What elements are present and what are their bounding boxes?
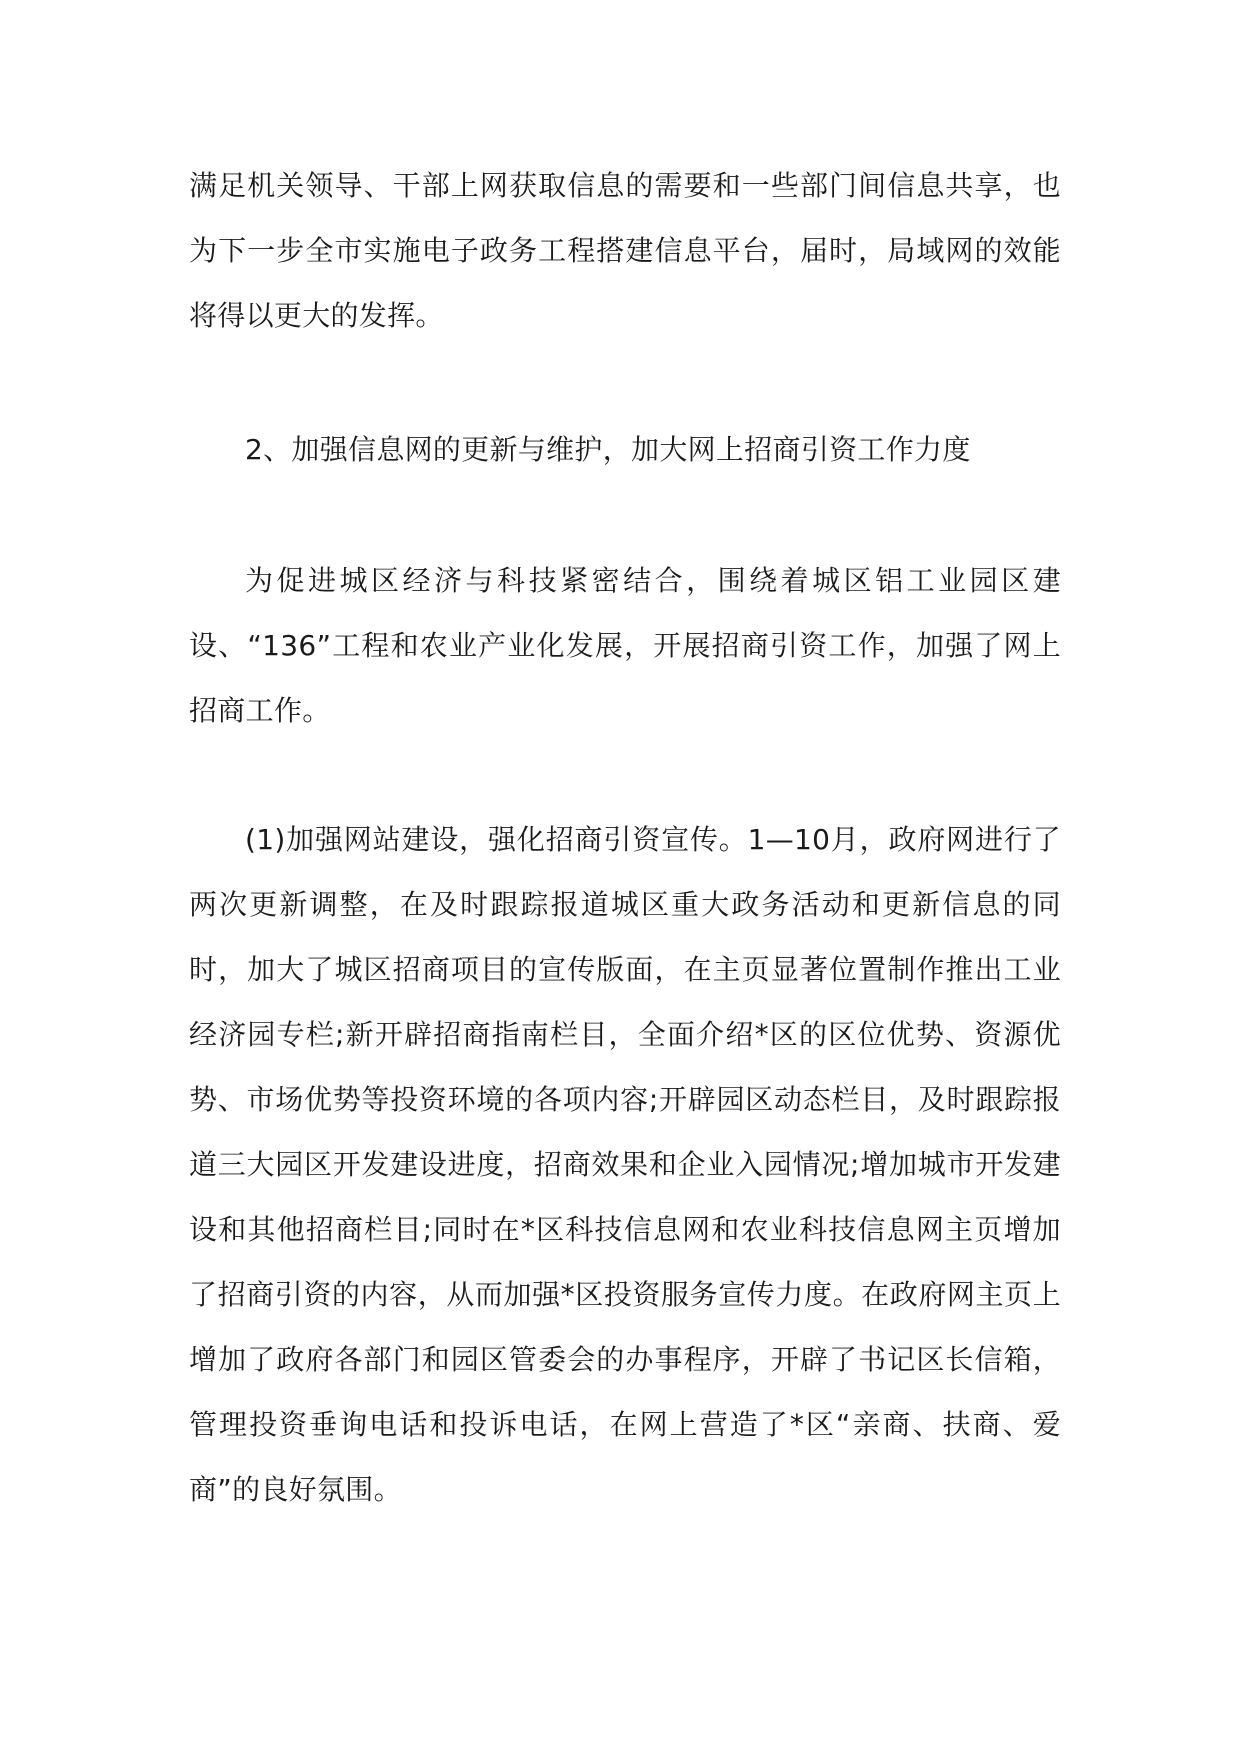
section-heading: 2、加强信息网的更新与维护，加大网上招商引资工作力度: [245, 433, 971, 466]
paragraph-intro: 为促进城区经济与科技紧密结合，围绕着城区铝工业园区建设、“136”工程和农业产业化发展，开展招商引资工作，加强了网上招商工作。: [189, 564, 1061, 727]
paragraph-website-construction: (1)加强网站建设，强化招商引资宣传。1—10月，政府网进行了两次更新调整，在及时跟踪报道城区重大政务活动和更新信息的同时，加大了城区招商项目的宣传版面，在主页显著位置制作推出工业经济园专栏;新开辟招商指南栏目，全面介绍*区的区位优势、资源优势、市场优势等投资环境的各项内容;开辟园区动态栏目，及时跟踪报道三大园区开发建设进度，招商效果和企业入园情况;增加城市开发建设和其他招商栏目;同时在*区科技信息网和农业科技信息网主页增加了招商引资的内容，从而加强*区投资服务宣传力度。在政府网主页上增加了政府各部门和园区管委会的办事程序，开辟了书记区长信箱，管理投资垂询电话和投诉电话，在网上营造了*区“亲商、扶商、爱商”的良好氛围。: [189, 823, 1061, 1506]
paragraph-continuation: 满足机关领导、干部上网获取信息的需要和一些部门间信息共享，也为下一步全市实施电子政务工程搭建信息平台，届时，局域网的效能将得以更大的发挥。: [189, 169, 1061, 332]
